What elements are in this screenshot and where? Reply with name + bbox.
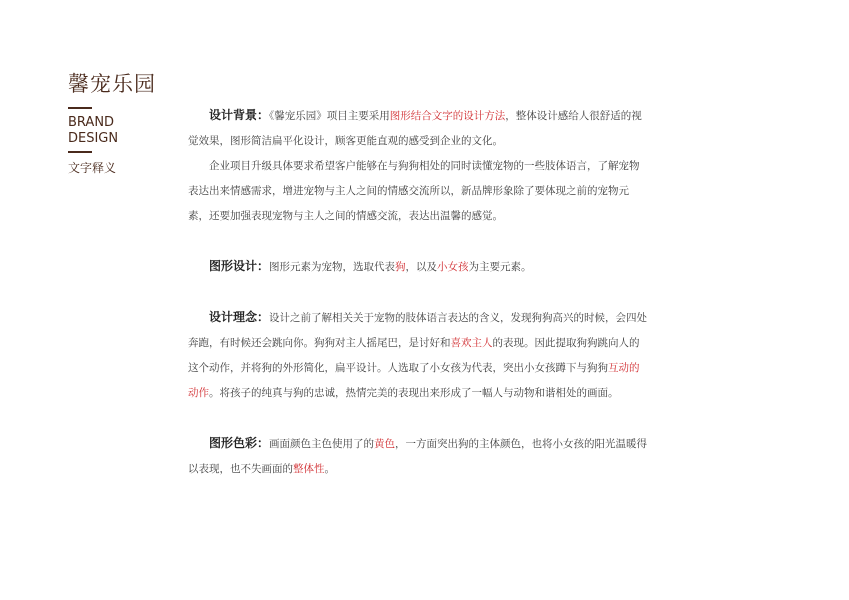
divider — [68, 107, 92, 109]
brand-sidebar — [68, 68, 156, 176]
text-run: 《馨宠乐园》项目主要采用 — [269, 110, 390, 122]
highlight-text: 狗 — [395, 261, 406, 273]
background-paragraph — [188, 103, 648, 154]
text-run: 为主要元素。 — [468, 261, 532, 273]
concept-label: 设计理念： — [209, 310, 270, 324]
text-run: 设计之前了解相关关于宠物的肢体语言表达的含义，发现狗狗高兴的时候，会四处奔跑，有时候还会跳向你。狗狗对主人摇尾巴，是讨好和 — [188, 312, 648, 349]
graphic-paragraph — [188, 254, 648, 280]
text-run: 的表现。因此提取狗狗跳向人的这个动作，并将狗的外形简化，扁平设计。人选取了小女孩为代表，突出小女孩蹲下与狗狗 — [188, 337, 640, 374]
text-run: ，以及 — [405, 261, 438, 273]
highlight-text: 图形结合文字的设计方法 — [389, 110, 506, 122]
highlight-text: 喜欢主人 — [450, 337, 493, 349]
highlight-text: 黄色 — [374, 438, 396, 450]
brand-subtitle-line1: BRAND — [68, 115, 115, 130]
highlight-text: 小女孩 — [437, 261, 469, 273]
brand-subtitle-line2: DESIGN — [68, 131, 119, 146]
text-run: 。 — [324, 463, 335, 475]
text-run: 图形元素为宠物，选取代表 — [269, 261, 396, 273]
text-run: 画面颜色主色使用了的 — [269, 438, 375, 450]
highlight-text: 互动的动作 — [188, 362, 640, 399]
color-label: 图形色彩： — [209, 436, 270, 450]
concept-paragraph — [188, 305, 648, 406]
text-run: 。将孩子的纯真与狗的忠诚，热情完美的表现出来形成了一幅人与动物和谐相处的画面。 — [209, 387, 619, 399]
text-run: ，一方面突出狗的主体颜色，也将小女孩的阳光温暖得以表现，也不失画面的 — [188, 438, 648, 475]
background-paragraph-2: 企业项目升级具体要求希望客户能够在与狗狗相处的同时读懂宠物的一些肢体语言，了解宠物表达出来情感需求，增进宠物与主人之间的情感交流所以，新品牌形象除了要体现之前的宠物元素，还要加强表现宠物与主人之间的情感交流，表达出温馨的感觉。 — [188, 160, 640, 222]
section-caption: 文字释义 — [68, 161, 117, 175]
brand-title: 馨宠乐园 — [68, 72, 156, 96]
text-run: ，整体设计感给人很舒适的视觉效果，图形简洁扁平化设计，顾客更能直观的感受到企业的文化。 — [188, 110, 642, 147]
color-paragraph — [188, 431, 648, 482]
background-label: 设计背景： — [209, 108, 270, 122]
highlight-text: 整体性 — [293, 463, 325, 475]
divider — [68, 151, 92, 153]
graphic-label: 图形设计： — [209, 259, 270, 273]
text-content — [188, 103, 648, 482]
